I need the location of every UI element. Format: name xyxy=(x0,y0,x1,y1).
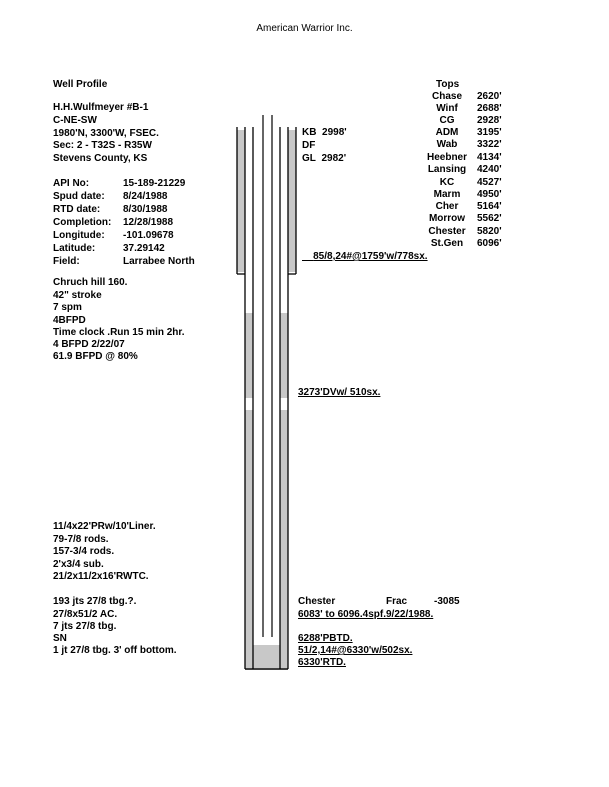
elevation-label: DF xyxy=(302,140,316,151)
tops-formation: Morrow xyxy=(428,213,466,224)
elevation-value: 2982' xyxy=(321,153,347,164)
tops-formation: Heebner xyxy=(426,152,467,163)
rod-item: 2'x3/4 sub. xyxy=(53,559,104,570)
surface-casing-text: 85/8,24#@1759'w/778sx. xyxy=(313,251,428,262)
tops-depth: 5820' xyxy=(477,226,502,237)
well-county: Stevens County, KS xyxy=(53,153,148,164)
well-name: H.H.Wulfmeyer #B-1 xyxy=(53,102,149,113)
field-value: 8/30/1988 xyxy=(123,204,168,215)
field-label: Field: xyxy=(53,256,80,267)
tubing-item: 27/8x51/2 AC. xyxy=(53,609,118,620)
rod-item: 79-7/8 rods. xyxy=(53,534,109,545)
surface-casing-annotation xyxy=(302,251,428,263)
tubing-item: 193 jts 27/8 tbg.?. xyxy=(53,596,137,607)
tops-depth: 2688' xyxy=(477,103,502,114)
elevation-label: KB xyxy=(302,127,317,138)
field-label: Latitude: xyxy=(53,243,96,254)
field-label: API No: xyxy=(53,178,90,189)
tops-formation: Chase xyxy=(431,91,462,102)
field-value: 12/28/1988 xyxy=(123,217,174,228)
tops-formation: Cher xyxy=(435,201,459,212)
well-location: C-NE-SW xyxy=(53,115,97,126)
elevation-kb xyxy=(302,127,347,139)
elevation-value: 2998' xyxy=(322,127,347,138)
field-value: -101.09678 xyxy=(123,230,174,241)
well-section: Sec: 2 - T32S - R35W xyxy=(53,140,152,151)
frac-value: -3085 xyxy=(434,596,460,607)
tops-depth: 4134' xyxy=(477,152,502,163)
tops-depth: 4527' xyxy=(477,177,502,188)
tops-formation: Chester xyxy=(428,226,466,237)
tops-depth: 2928' xyxy=(477,115,502,126)
tops-formation: ADM xyxy=(435,127,459,138)
tops-formation: St.Gen xyxy=(430,238,464,249)
surface-cement-left xyxy=(237,130,245,272)
pumping-note: Time clock .Run 15 min 2hr. xyxy=(53,327,185,338)
field-value: 8/24/1988 xyxy=(123,191,168,202)
field-label: Spud date: xyxy=(53,191,105,202)
rod-item: 11/4x22'PRw/10'Liner. xyxy=(53,521,156,532)
tops-table xyxy=(417,91,542,256)
lower-cement-right xyxy=(280,410,288,668)
pumping-note: 61.9 BFPD @ 80% xyxy=(53,351,138,362)
pbtd-annotation: 6288'PBTD. xyxy=(298,633,353,644)
pumping-note: 7 spm xyxy=(53,302,82,313)
field-value: Larrabee North xyxy=(123,256,195,267)
rtd-annotation: 6330'RTD. xyxy=(298,657,346,668)
field-label: Completion: xyxy=(53,217,112,228)
production-casing-annotation: 51/2,14#@6330'w/502sx. xyxy=(298,645,413,656)
tops-formation: CG xyxy=(439,115,455,126)
tops-formation: Marm xyxy=(433,189,461,200)
elevation-label: GL xyxy=(302,153,316,164)
pumping-note: 4BFPD xyxy=(53,315,86,326)
tops-depth: 5164' xyxy=(477,201,502,212)
tops-depth: 3195' xyxy=(477,127,502,138)
tops-title: Tops xyxy=(436,79,460,90)
surface-cement-right xyxy=(288,130,296,272)
bottom-cement xyxy=(253,645,280,668)
tops-depth: 3322' xyxy=(477,139,502,150)
tops-depth: 2620' xyxy=(477,91,502,102)
page-title: Well Profile xyxy=(53,79,108,90)
chester-label: Chester xyxy=(298,596,336,607)
dv-tool-annotation: 3273'DVw/ 510sx. xyxy=(298,387,381,398)
field-label: RTD date: xyxy=(53,204,101,215)
field-value: 15-189-21229 xyxy=(123,178,186,189)
rod-item: 157-3/4 rods. xyxy=(53,546,115,557)
company-name: American Warrior Inc. xyxy=(256,23,353,34)
pumping-note: 4 BFPD 2/22/07 xyxy=(53,339,125,350)
pumping-note: Chruch hill 160. xyxy=(53,277,128,288)
elevation-gl xyxy=(302,153,346,165)
tops-formation: Lansing xyxy=(427,164,467,175)
lower-cement-left xyxy=(245,410,253,668)
tops-depth: 5562' xyxy=(477,213,502,224)
tops-formation: KC xyxy=(439,177,455,188)
pumping-note: 42" stroke xyxy=(53,290,102,301)
tops-depth: 4240' xyxy=(477,164,502,175)
tubing-item: 1 jt 27/8 tbg. 3' off bottom. xyxy=(53,645,177,656)
tops-depth: 6096' xyxy=(477,238,502,249)
tops-formation: Winf xyxy=(436,103,458,114)
field-label: Longitude: xyxy=(53,230,105,241)
perforations-annotation: 6083' to 6096.4spf.9/22/1988. xyxy=(298,609,434,620)
field-value: 37.29142 xyxy=(123,243,165,254)
well-footage: 1980'N, 3300'W, FSEC. xyxy=(53,128,159,139)
upper-cement-right xyxy=(280,313,288,398)
rod-item: 21/2x11/2x16'RWTC. xyxy=(53,571,149,582)
tubing-item: SN xyxy=(53,633,67,644)
frac-label: Frac xyxy=(386,596,408,607)
elevation-df xyxy=(302,140,318,152)
tops-depth: 4950' xyxy=(477,189,502,200)
tubing-item: 7 jts 27/8 tbg. xyxy=(53,621,117,632)
tops-formation: Wab xyxy=(436,139,458,150)
upper-cement-left xyxy=(245,313,253,398)
